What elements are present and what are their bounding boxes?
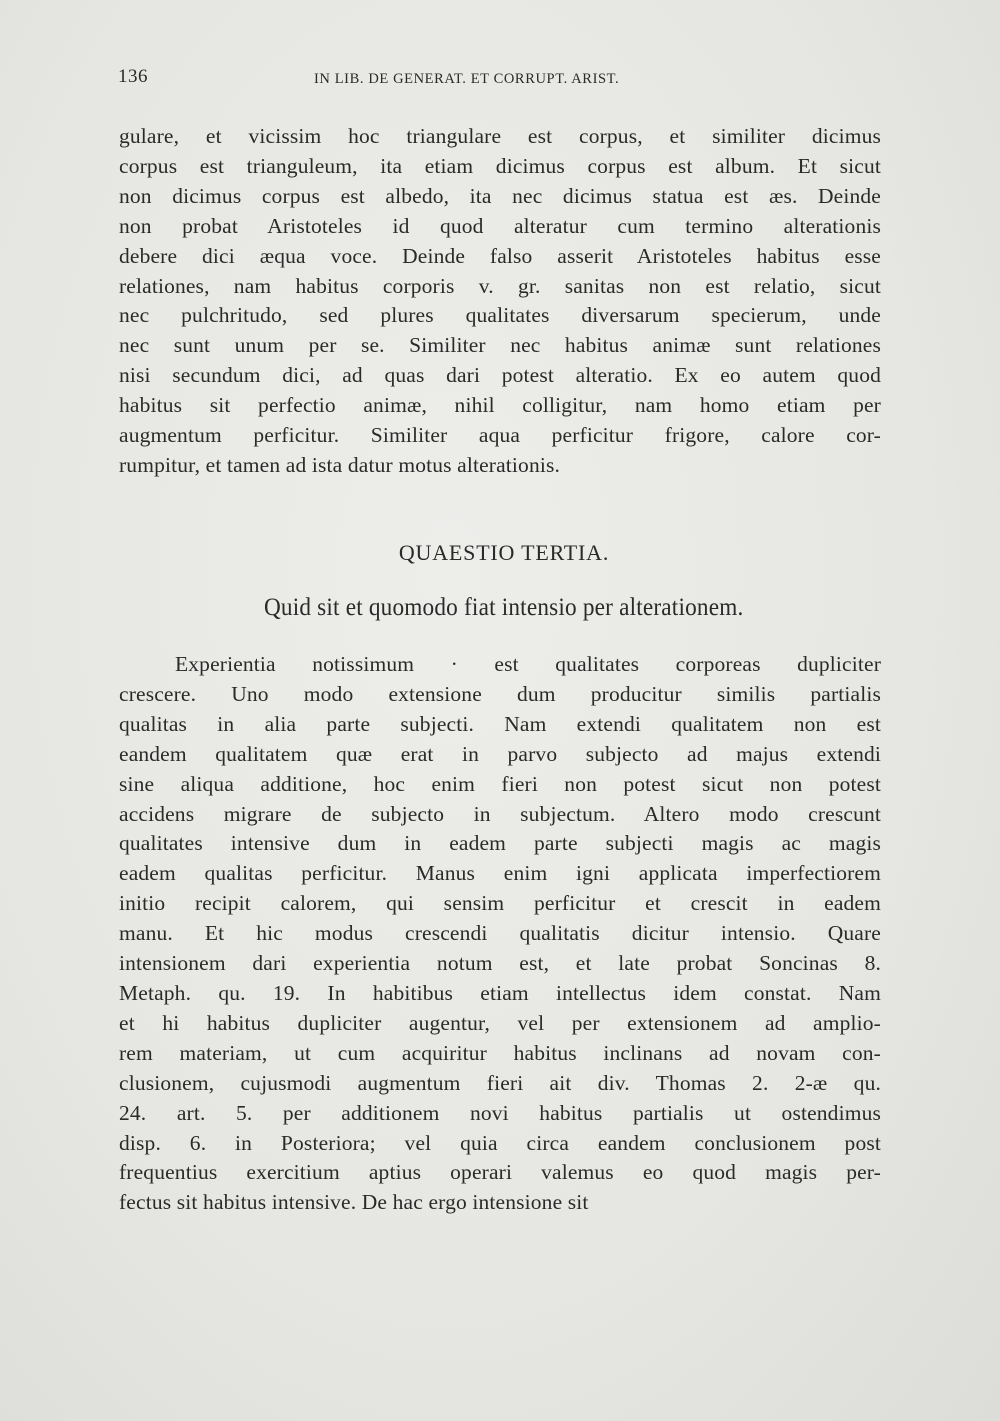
- text-line: et hi habitus dupliciter augentur, vel per extensionem ad amplio-: [119, 1010, 881, 1035]
- text-line: eandem qualitatem quæ erat in parvo subjecto ad majus extendi: [119, 741, 881, 766]
- text-line: nec sunt unum per se. Similiter nec habitus animæ sunt relationes: [119, 333, 881, 358]
- text-line: habitus sit perfectio animæ, nihil colligitur, nam homo etiam per: [119, 393, 881, 418]
- text-line: crescere. Uno modo extensione dum producitur similis partialis: [119, 681, 881, 706]
- page-header: [118, 66, 880, 96]
- text-line: non dicimus corpus est albedo, ita nec dicimus statua est æs. Deinde: [119, 183, 881, 208]
- text-line: nec pulchritudo, sed plures qualitates diversarum specierum, unde: [119, 303, 881, 328]
- section-title: QUAESTIO TERTIA.: [398, 540, 610, 565]
- text-line: augmentum perficitur. Similiter aqua perficitur frigore, calore cor-: [119, 423, 881, 448]
- text-line: rem materiam, ut cum acquiritur habitus inclinans ad novam con-: [119, 1040, 881, 1065]
- text-line: non probat Aristoteles id quod alteratur cum termino alterationis: [119, 213, 881, 238]
- text-line: gulare, et vicissim hoc triangulare est corpus, et similiter dicimus: [119, 124, 881, 148]
- text-line: intensionem dari experientia notum est, et late probat Soncinas 8.: [119, 951, 881, 976]
- running-head: IN LIB. DE GENERAT. ET CORRUPT. ARIST.: [314, 71, 620, 87]
- text-line: eadem qualitas perficitur. Manus enim igni applicata imperfectiorem: [119, 861, 881, 886]
- text-line: Experientia notissimum · est qualitates corporeas dupliciter: [175, 652, 881, 676]
- text-line: clusionem, cujusmodi augmentum fieri ait div. Thomas 2. 2-æ qu.: [119, 1070, 881, 1095]
- text-line: disp. 6. in Posteriora; vel quia circa eandem conclusionem post: [119, 1130, 881, 1155]
- text-line: sine aliqua additione, hoc enim fieri non potest sicut non potest: [119, 771, 881, 796]
- text-line: rumpitur, et tamen ad ista datur motus alterationis.: [119, 452, 561, 477]
- text-line: initio recipit calorem, qui sensim perficitur et crescit in eadem: [119, 891, 881, 916]
- text-line: corpus est trianguleum, ita etiam dicimus corpus est album. Et sicut: [119, 153, 881, 178]
- text-line: 24. art. 5. per additionem novi habitus partialis ut ostendimus: [119, 1100, 881, 1125]
- page-number: 136: [118, 66, 148, 87]
- text-line: frequentius exercitium aptius operari valemus eo quod magis per-: [119, 1160, 881, 1185]
- text-line: nisi secundum dici, ad quas dari potest alteratio. Ex eo autem quod: [119, 363, 881, 388]
- text-line: qualitates intensive dum in eadem parte subjecti magis ac magis: [119, 831, 881, 856]
- paragraph-continuation: [119, 122, 881, 481]
- text-line: accidens migrare de subjecto in subjectum. Altero modo crescunt: [119, 801, 881, 826]
- text-line: fectus sit habitus intensive. De hac ergo intensione sit: [119, 1190, 589, 1215]
- text-line: debere dici æqua voce. Deinde falso asserit Aristoteles habitus esse: [119, 243, 881, 268]
- paragraph-body: [119, 650, 881, 1218]
- text-line: relationes, nam habitus corporis v. gr. sanitas non est relatio, sicut: [119, 273, 881, 298]
- text-line: manu. Et hic modus crescendi qualitatis dicitur intensio. Quare: [119, 921, 881, 946]
- text-line: Metaph. qu. 19. In habitibus etiam intellectus idem constat. Nam: [119, 980, 881, 1005]
- section-subtitle: Quid sit et quomodo fiat intensio per alterationem.: [263, 594, 744, 621]
- text-line: qualitas in alia parte subjecti. Nam extendi qualitatem non est: [119, 711, 881, 736]
